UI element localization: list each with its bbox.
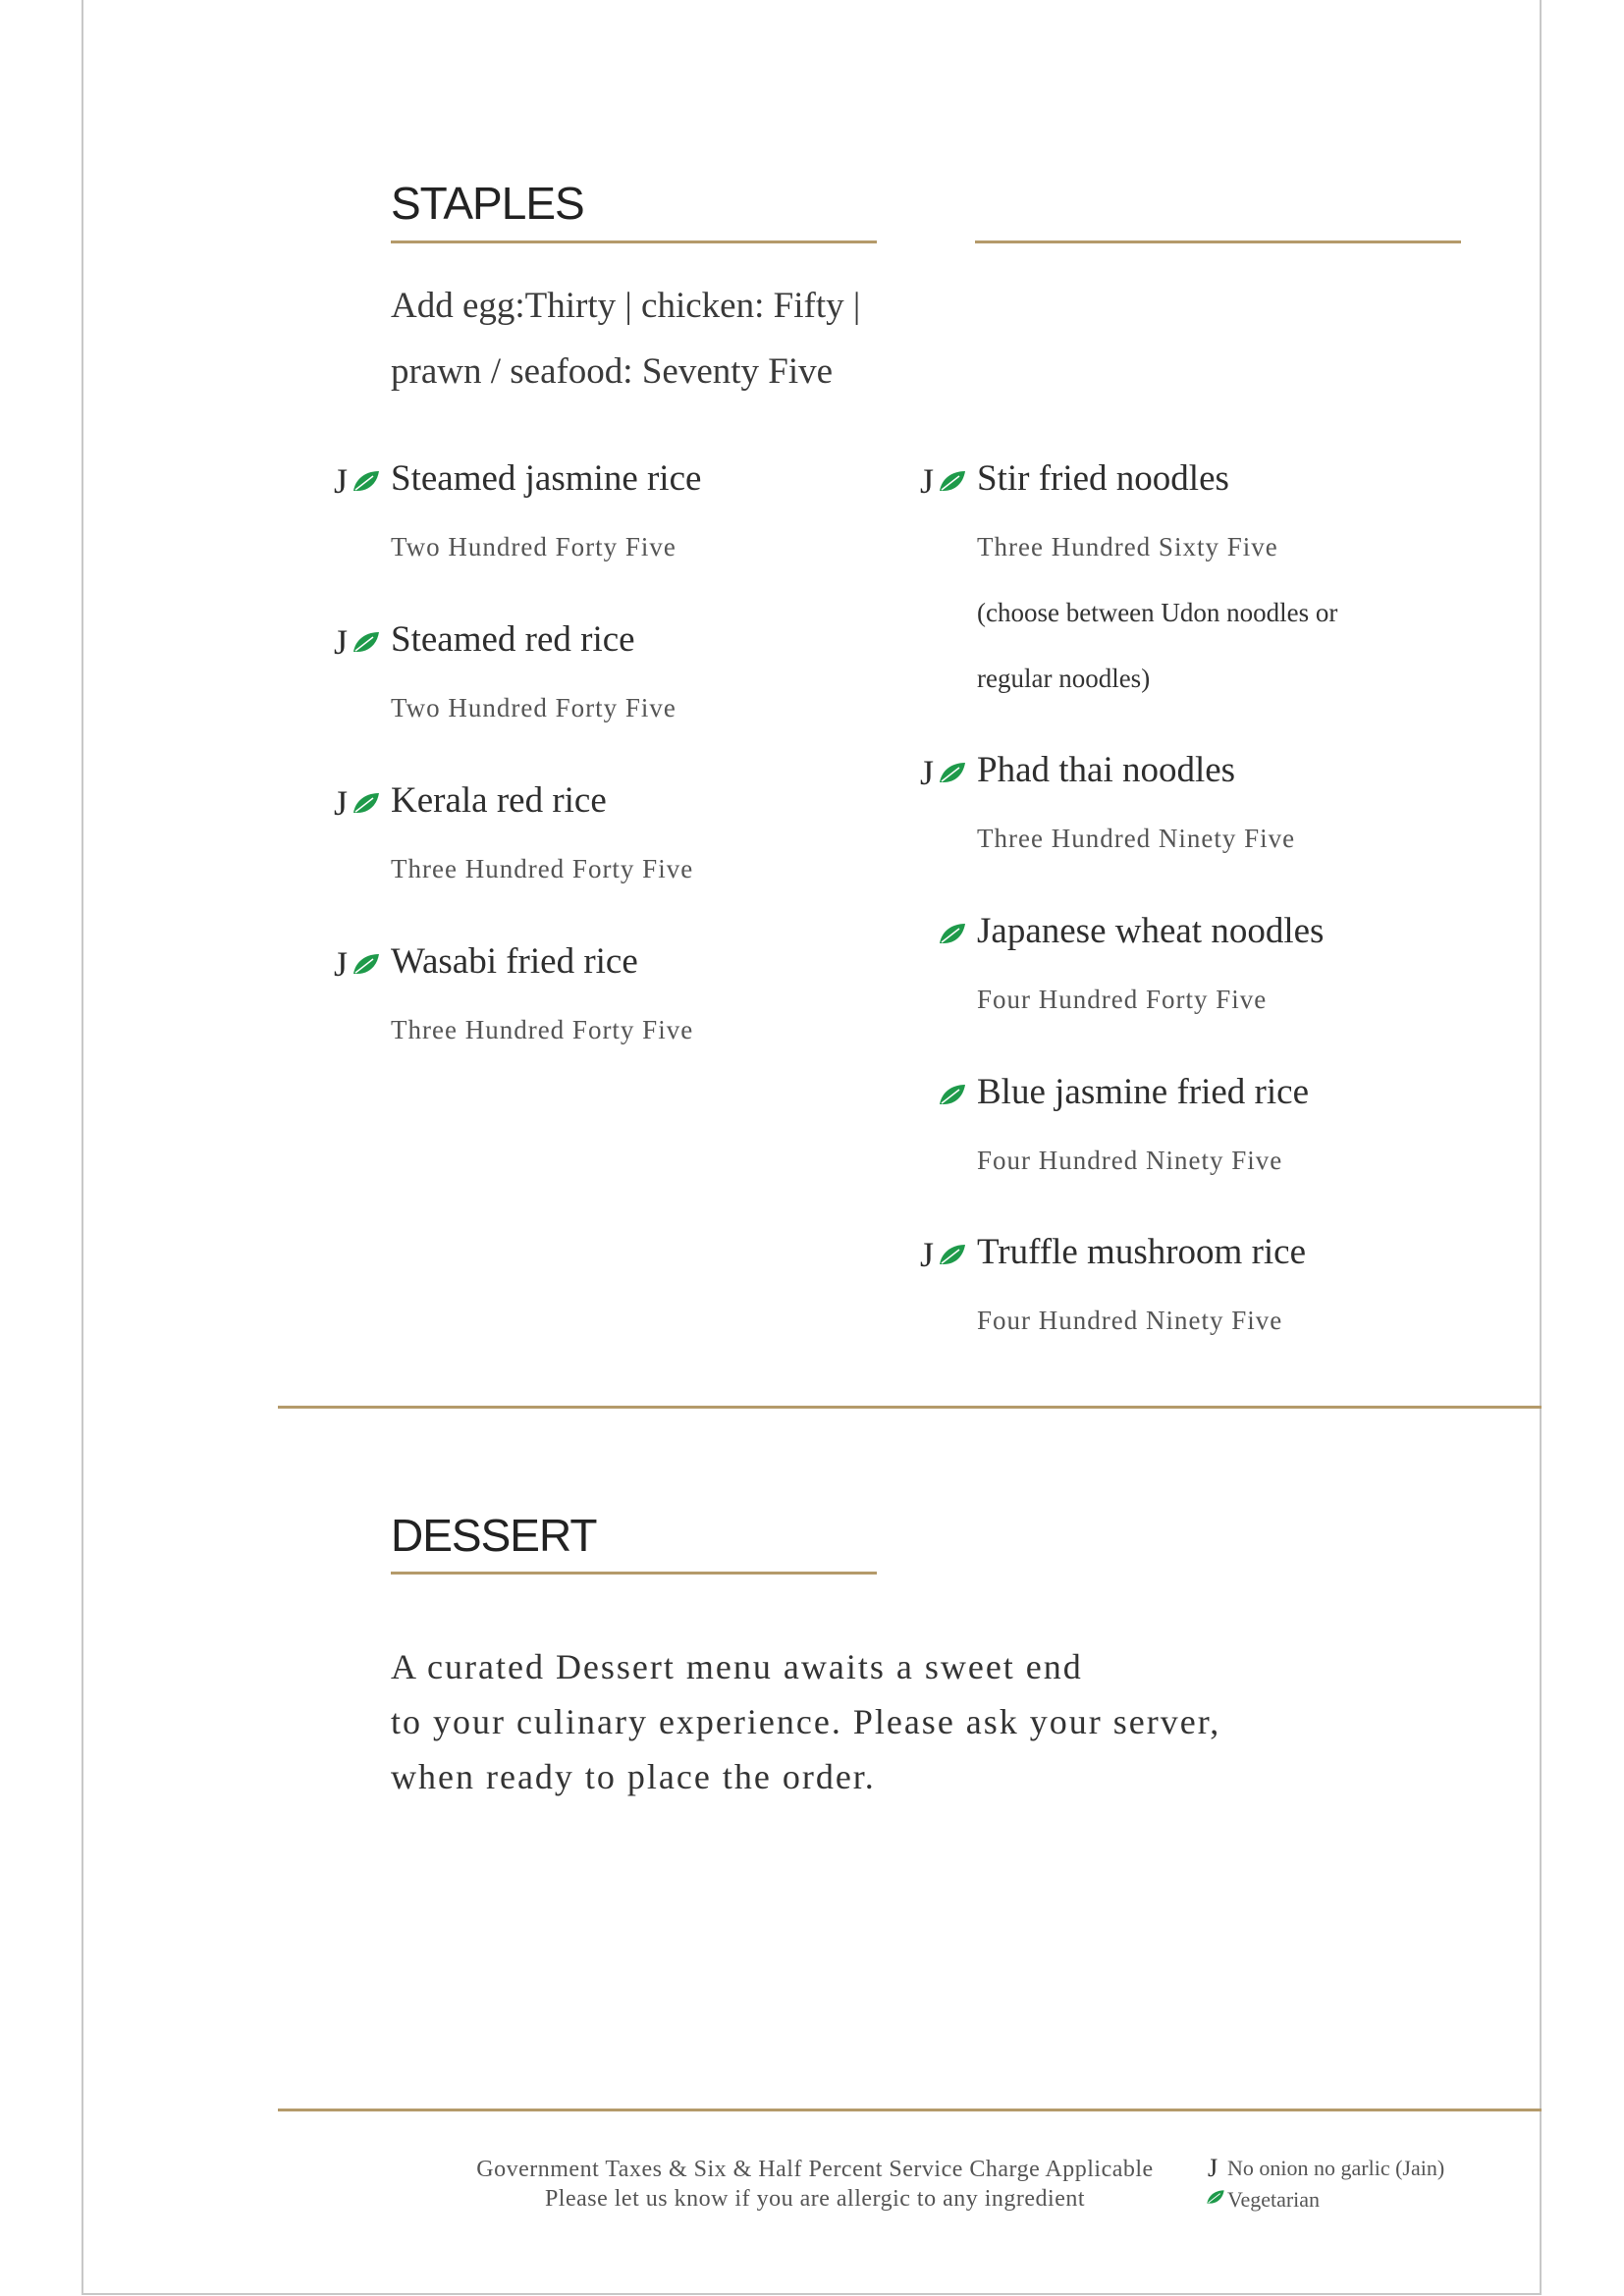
jain-symbol: J <box>334 461 349 501</box>
jain-symbol: J <box>920 461 935 501</box>
addon-line-2: prawn / seafood: Seventy Five <box>391 351 834 392</box>
menu-item-note: regular noodles) <box>977 664 1151 693</box>
dessert-line-2: to your culinary experience. Please ask your server, <box>391 1702 1221 1741</box>
menu-item-price: Four Hundred Ninety Five <box>977 1146 1283 1175</box>
menu-item-note: (choose between Udon noodles or <box>977 598 1338 627</box>
leaf-icon <box>352 791 381 815</box>
menu-item-name: Stir fried noodles <box>977 458 1229 499</box>
legend-jain-label: No onion no garlic (Jain) <box>1227 2156 1445 2180</box>
allergy-notice: Please let us know if you are allergic to any ingredient <box>544 2186 1086 2212</box>
staples-rule-right <box>975 240 1461 243</box>
leaf-icon <box>938 1243 967 1266</box>
staples-rule-left <box>391 240 877 243</box>
menu-item-name: Blue jasmine fried rice <box>977 1072 1310 1112</box>
menu-item-price: Three Hundred Ninety Five <box>977 824 1296 853</box>
leaf-icon <box>938 469 967 493</box>
leaf-icon <box>352 952 381 976</box>
leaf-icon <box>938 761 967 784</box>
legend-veg-label: Vegetarian <box>1227 2187 1321 2212</box>
leaf-icon <box>352 469 381 493</box>
dessert-description <box>391 1639 1220 1804</box>
jain-symbol: J <box>334 622 349 662</box>
menu-item-price: Two Hundred Forty Five <box>391 532 677 561</box>
menu-item-price: Four Hundred Forty Five <box>977 985 1268 1014</box>
menu-item-price: Three Hundred Forty Five <box>391 854 694 883</box>
menu-item-price: Two Hundred Forty Five <box>391 693 677 722</box>
page-border <box>81 0 1542 2295</box>
jain-symbol: J <box>920 753 935 792</box>
leaf-icon <box>938 922 967 945</box>
section-divider <box>278 1406 1542 1409</box>
leaf-icon <box>352 630 381 654</box>
dessert-line-1: A curated Dessert menu awaits a sweet end <box>391 1647 1083 1686</box>
menu-item-name: Japanese wheat noodles <box>977 911 1325 951</box>
menu-item-name: Steamed jasmine rice <box>391 458 702 499</box>
jain-symbol: J <box>334 783 349 823</box>
footer-notice <box>452 2155 1178 2214</box>
menu-item-name: Truffle mushroom rice <box>977 1232 1307 1272</box>
menu-item-name: Wasabi fried rice <box>391 941 638 982</box>
leaf-icon <box>1206 2189 1225 2205</box>
footer-divider <box>278 2109 1542 2111</box>
dessert-title: DESSERT <box>391 1510 597 1561</box>
dessert-line-3: when ready to place the order. <box>391 1757 876 1796</box>
menu-item-name: Steamed red rice <box>391 619 635 660</box>
addon-line-1: Add egg:Thirty | chicken: Fifty | <box>391 286 861 326</box>
tax-notice: Government Taxes & Six & Half Percent Service Charge Applicable <box>476 2157 1154 2182</box>
leaf-icon <box>938 1083 967 1106</box>
menu-item-price: Four Hundred Ninety Five <box>977 1306 1283 1335</box>
menu-item-price: Three Hundred Sixty Five <box>977 532 1278 561</box>
menu-item-price: Three Hundred Forty Five <box>391 1015 694 1044</box>
jain-symbol: J <box>920 1235 935 1274</box>
dessert-rule <box>391 1572 877 1575</box>
legend-jain-symbol: J <box>1208 2154 1218 2182</box>
menu-item-name: Phad thai noodles <box>977 750 1236 790</box>
staples-title: STAPLES <box>391 178 584 229</box>
menu-item-name: Kerala red rice <box>391 780 607 821</box>
jain-symbol: J <box>334 944 349 984</box>
